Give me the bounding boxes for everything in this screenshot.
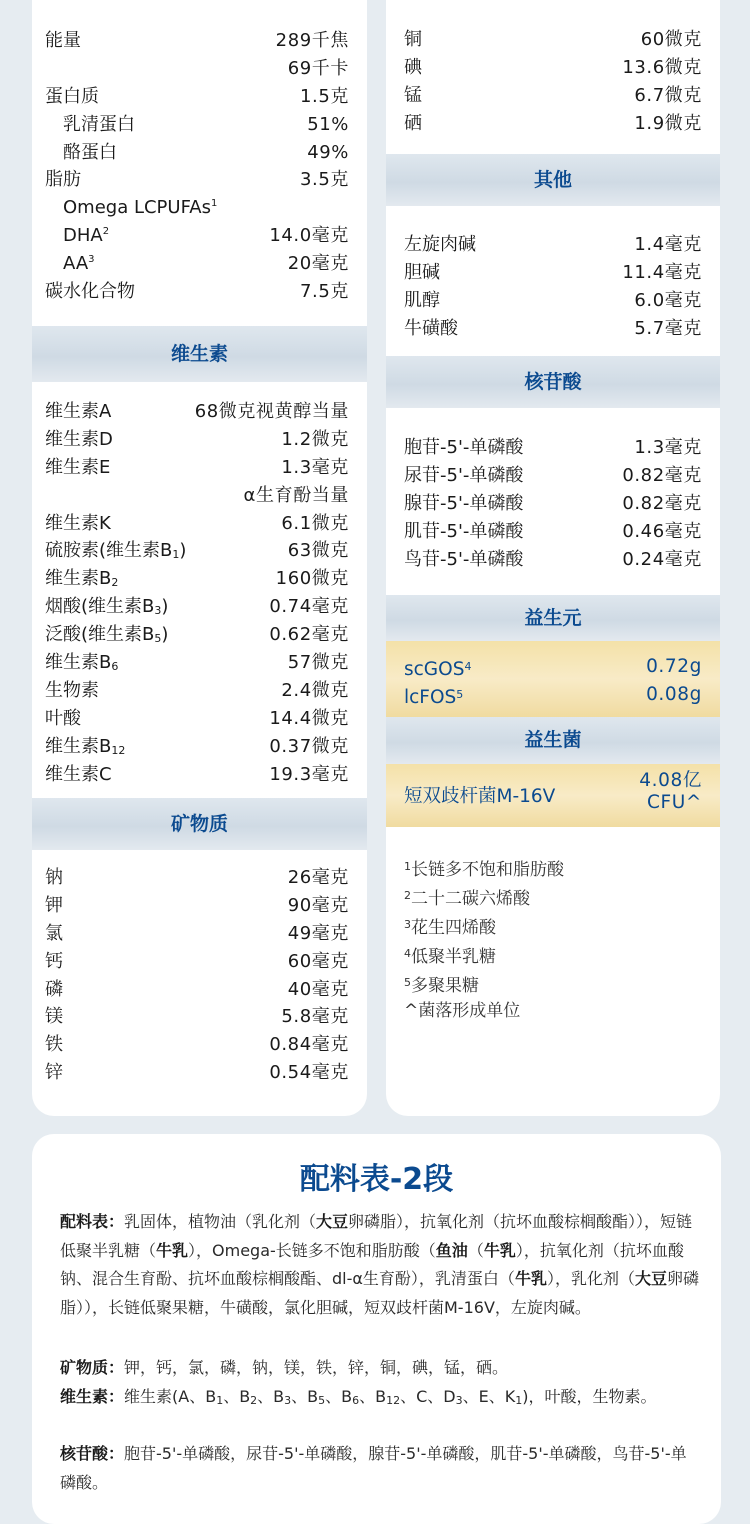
vitamin-row-b1 [32, 537, 367, 565]
nutrient-row-omega [32, 194, 367, 222]
minerals-text: 钾，钙，氯，磷，钠，镁，铁，锌，铜，碘，锰，硒。 [124, 1358, 509, 1377]
other-value: 11.4毫克 [622, 261, 702, 283]
vitamin-subscript: 2 [111, 576, 119, 590]
mineral-label: 镁 [45, 1006, 63, 1028]
nucleotide-row [386, 434, 720, 462]
nutrient-row-aa [32, 250, 367, 278]
vitamin-value: 6.1微克 [281, 512, 349, 534]
nutrient-row-energy-kcal [32, 55, 367, 83]
other-label: 牛磺酸 [404, 317, 458, 339]
vitamin-value: 63微克 [287, 540, 349, 562]
nutrient-value: 69千卡 [287, 57, 349, 79]
other-row [386, 259, 720, 287]
section-header-probiotics: 益生菌 [386, 717, 720, 764]
mineral-row [32, 1059, 367, 1087]
mineral-label: 铁 [45, 1034, 63, 1056]
nutrition-card-left [32, 0, 367, 1116]
vitamin-row-folic [32, 705, 367, 733]
vitamin-subscript: 6 [111, 660, 119, 674]
nucleotide-value: 0.82毫克 [622, 464, 702, 486]
ingredients-text: 乳固体，植物油（乳化剂（大豆卵磷脂），抗氧化剂（抗坏血酸棕榈酸酯）），短链低聚半乳糖（牛乳），Omega-长链多不饱和脂肪酸（鱼油（牛乳），抗氧化剂（抗坏血酸钠、混合生育酚、抗坏血酸棕榈酸酯、dl-α生育酚），乳清蛋白（牛乳），乳化剂（大豆卵磷脂）），长链低聚果糖，牛磺酸，氯化胆碱，短双歧杆菌M-16V，左旋肉碱。 [60, 1212, 699, 1317]
mineral-row [32, 864, 367, 892]
mineral-row [386, 26, 720, 54]
nutrient-row-fat [32, 166, 367, 194]
minerals-paragraph [60, 1354, 700, 1383]
nutrient-value: 20毫克 [287, 253, 349, 275]
nutrient-label [63, 194, 217, 222]
mineral-row [32, 920, 367, 948]
vitamin-label-text: 维生素B [45, 735, 112, 757]
vitamin-value: 0.37微克 [269, 735, 349, 757]
other-value: 1.4毫克 [634, 234, 702, 255]
mineral-row [32, 1031, 367, 1059]
vitamin-label [45, 537, 186, 565]
vitamin-subscript: 1 [172, 548, 180, 562]
mineral-row [386, 82, 720, 110]
vitamin-label-text: 烟酸(维生素B [45, 596, 155, 618]
vitamin-value: 1.2微克 [281, 428, 349, 450]
footnote-mark: ^ [404, 1001, 419, 1021]
vitamin-subscript: 12 [111, 743, 126, 757]
vitamin-label: 维生素A [45, 401, 112, 422]
vitamin-value: 19.3毫克 [269, 763, 349, 785]
nucleotide-value: 1.3毫克 [634, 437, 702, 458]
vitamin-subscript: 5 [154, 632, 162, 646]
footnote-mark: 3 [88, 254, 95, 266]
probiotics-panel [386, 764, 720, 827]
nutrient-value: 289千焦 [275, 30, 349, 51]
prebiotic-row [386, 681, 720, 709]
prebiotic-value: 0.72g [646, 656, 702, 677]
nucleotide-value: 0.46毫克 [622, 520, 702, 542]
mineral-value: 5.8毫克 [281, 1006, 349, 1028]
vitamin-value: 0.62毫克 [269, 624, 349, 646]
vitamin-label-text: ) [179, 540, 187, 562]
vitamin-label-text: 维生素B [45, 568, 112, 590]
vitamin-label [45, 733, 125, 761]
vitamin-row-c [32, 761, 367, 789]
mineral-row [32, 1003, 367, 1031]
nutrient-value: 1.5克 [299, 85, 349, 107]
nucleotides-text: 胞苷-5'-单磷酸，尿苷-5'-单磷酸，腺苷-5'-单磷酸，肌苷-5'-单磷酸，鸟苷-5'-单磷酸。 [60, 1444, 687, 1492]
mineral-value: 49毫克 [287, 922, 349, 944]
nutrient-row-protein [32, 83, 367, 111]
nutrition-card-right [386, 0, 720, 1116]
nutrient-label-text: DHA [63, 225, 103, 247]
nutrient-label: 脂肪 [45, 169, 81, 191]
nutrient-value: 51% [307, 113, 349, 135]
nutrient-label: 碳水化合物 [45, 281, 135, 303]
mineral-value: 90毫克 [287, 894, 349, 916]
vitamins-label: 维生素： [60, 1387, 125, 1406]
mineral-value: 6.7微克 [634, 84, 702, 106]
vitamin-value: 14.4微克 [269, 707, 349, 729]
nucleotide-label: 肌苷-5'-单磷酸 [404, 520, 524, 542]
other-label: 左旋肉碱 [404, 234, 476, 255]
section-header-prebiotics: 益生元 [386, 595, 720, 641]
basic-nutrients [32, 27, 367, 306]
footnote-mark: 4 [464, 660, 472, 673]
mineral-label: 锰 [404, 84, 422, 106]
mineral-value: 60微克 [640, 29, 702, 50]
probiotic-count: 4.08亿 [639, 770, 702, 791]
vitamin-row-b2 [32, 565, 367, 593]
vitamin-row-a [32, 398, 367, 426]
footnote-mark: 2 [102, 226, 110, 238]
vitamin-label: 维生素C [45, 763, 112, 785]
ingredients-card [32, 1134, 721, 1524]
vitamin-row-b5 [32, 621, 367, 649]
nutrient-label: 乳清蛋白 [63, 113, 135, 135]
probiotic-unit: CFU^ [646, 792, 702, 813]
footnote-mark: 2 [404, 889, 411, 902]
other-value: 6.0毫克 [634, 289, 702, 311]
nucleotide-label: 胞苷-5'-单磷酸 [404, 437, 524, 458]
mineral-label: 氯 [45, 922, 63, 944]
vitamin-label [45, 593, 168, 621]
nucleotides-paragraph [60, 1440, 700, 1497]
minerals-label: 矿物质： [60, 1358, 125, 1377]
prebiotic-value: 0.08g [646, 683, 702, 705]
mineral-value: 0.54毫克 [269, 1062, 349, 1084]
mineral-label: 钠 [45, 867, 63, 888]
other-label: 肌醇 [404, 289, 440, 311]
footnote-mark: 3 [404, 918, 411, 931]
nutrient-label [63, 250, 95, 278]
vitamin-row-e [32, 454, 367, 482]
vitamin-row-b6 [32, 649, 367, 677]
nucleotide-row [386, 462, 720, 490]
section-header-nucleotides: 核苷酸 [386, 356, 720, 408]
prebiotic-label-text: lcFOS [404, 686, 457, 708]
footnote-text: 低聚半乳糖 [411, 947, 496, 967]
prebiotic-label [404, 653, 471, 684]
nucleotide-row [386, 546, 720, 574]
mineral-label: 磷 [45, 978, 63, 1000]
prebiotics-list [386, 653, 720, 709]
nucleotide-label: 腺苷-5'-单磷酸 [404, 492, 524, 514]
footnote-text: 花生四烯酸 [411, 918, 496, 938]
nutrient-row-whey [32, 111, 367, 139]
mineral-label: 碘 [404, 56, 422, 78]
vitamin-value: 0.74毫克 [269, 596, 349, 618]
vitamin-label: 维生素K [45, 512, 111, 534]
vitamin-row-b12 [32, 733, 367, 761]
vitamin-label: 维生素D [45, 428, 113, 450]
vitamin-value: 68微克视黄醇当量 [194, 401, 349, 422]
nucleotide-label: 尿苷-5'-单磷酸 [404, 464, 524, 486]
nutrient-value: 49% [307, 141, 349, 163]
footnote-mark: 4 [404, 947, 411, 960]
vitamin-value: 57微克 [287, 652, 349, 674]
vitamins-list [32, 398, 367, 788]
vitamins-paragraph [60, 1383, 700, 1412]
prebiotic-label-text: scGOS [404, 659, 465, 680]
footnote-text: 长链多不饱和脂肪酸 [411, 860, 564, 880]
vitamin-row-b3 [32, 593, 367, 621]
footnote-mark: 5 [404, 976, 411, 989]
vitamin-row-d [32, 426, 367, 454]
nutrient-row-energy [32, 27, 367, 55]
prebiotics-panel [386, 641, 720, 717]
mineral-label: 铜 [404, 29, 422, 50]
nutrient-row-dha [32, 222, 367, 250]
vitamin-label [45, 621, 168, 649]
mineral-label: 硒 [404, 112, 422, 134]
other-row [386, 231, 720, 259]
footnote-item [404, 997, 520, 1026]
vitamin-value: 1.3毫克 [281, 456, 349, 478]
nutrient-label [63, 222, 109, 250]
nucleotides-label: 核苷酸： [60, 1444, 125, 1463]
section-header-other: 其他 [386, 154, 720, 206]
mineral-value: 13.6微克 [622, 56, 702, 78]
other-row [386, 315, 720, 343]
vitamin-value: 2.4微克 [281, 679, 349, 701]
nutrient-label: 酪蛋白 [63, 141, 117, 163]
mineral-row [32, 976, 367, 1004]
trace-minerals-list [386, 26, 720, 138]
footnote-mark: 1 [210, 198, 218, 210]
prebiotic-label [404, 681, 463, 712]
nucleotide-value: 0.24毫克 [622, 548, 702, 570]
vitamin-label-text: ) [161, 596, 169, 618]
mineral-value: 60毫克 [287, 950, 349, 972]
mineral-row [32, 948, 367, 976]
footnote-mark: 5 [456, 687, 464, 701]
nutrient-label: 蛋白质 [45, 85, 99, 107]
vitamin-subscript: 3 [154, 604, 162, 618]
vitamin-row-biotin [32, 677, 367, 705]
other-row [386, 287, 720, 315]
mineral-value: 0.84毫克 [269, 1034, 349, 1056]
nutrient-label-text: Omega LCPUFAs [63, 197, 211, 219]
mineral-label: 钙 [45, 950, 63, 972]
ingredients-label: 配料表： [60, 1212, 125, 1231]
nucleotide-row [386, 490, 720, 518]
vitamin-row-k [32, 510, 367, 538]
footnote-mark: 1 [404, 860, 411, 873]
nucleotide-value: 0.82毫克 [622, 492, 702, 514]
probiotic-label: 短双歧杆菌M-16V [404, 786, 556, 807]
mineral-label: 锌 [45, 1062, 63, 1084]
mineral-value: 1.9微克 [634, 112, 702, 134]
vitamin-label-text: 泛酸(维生素B [45, 624, 155, 646]
footnote-text: 多聚果糖 [411, 976, 479, 996]
footnote-text: 二十二碳六烯酸 [411, 889, 530, 909]
nutrient-value: 3.5克 [299, 169, 349, 191]
vitamin-value: α生育酚当量 [243, 484, 349, 506]
section-header-vitamins: 维生素 [32, 326, 367, 382]
footnote-text: 菌落形成单位 [418, 1001, 521, 1021]
nutrient-label: 能量 [45, 30, 81, 51]
mineral-label: 钾 [45, 894, 63, 916]
minerals-list [32, 864, 367, 1087]
vitamins-text: 维生素(A、$B_1$、$B_2$、$B_3$、$B_5$、$B_6$、$B_{12}$、C、$D_3$、E、$K_1$)，叶酸，生物素。 [124, 1387, 657, 1407]
mineral-row [386, 110, 720, 138]
nucleotides-list [386, 434, 720, 573]
vitamin-label-text: ) [161, 624, 169, 646]
other-value: 5.7毫克 [634, 317, 702, 339]
vitamin-label: 叶酸 [45, 707, 81, 729]
mineral-row [32, 892, 367, 920]
section-header-minerals: 矿物质 [32, 798, 367, 850]
nutrient-row-casein [32, 139, 367, 167]
vitamin-label [45, 565, 118, 593]
vitamin-label [45, 649, 118, 677]
ingredients-paragraph [60, 1208, 700, 1322]
nutrient-row-carb [32, 278, 367, 306]
mineral-value: 40毫克 [287, 978, 349, 1000]
nutrient-value: 14.0毫克 [269, 225, 349, 247]
nucleotide-row [386, 518, 720, 546]
nucleotide-label: 鸟苷-5'-单磷酸 [404, 548, 524, 570]
probiotic-value [639, 770, 702, 814]
vitamin-label: 生物素 [45, 679, 99, 701]
nutrient-label-text: AA [63, 253, 89, 275]
vitamin-label: 维生素E [45, 456, 111, 478]
ingredients-title: 配料表-2段 [299, 1162, 454, 1197]
mineral-row [386, 54, 720, 82]
vitamin-value: 160微克 [275, 568, 349, 590]
nutrient-value: 7.5克 [299, 281, 349, 303]
other-label: 胆碱 [404, 261, 440, 283]
other-list [386, 231, 720, 343]
vitamin-row-e-unit [32, 482, 367, 510]
vitamin-label-text: 维生素B [45, 652, 112, 674]
prebiotic-row [386, 653, 720, 681]
mineral-value: 26毫克 [287, 867, 349, 888]
vitamin-label-text: 硫胺素(维生素B [45, 540, 173, 562]
